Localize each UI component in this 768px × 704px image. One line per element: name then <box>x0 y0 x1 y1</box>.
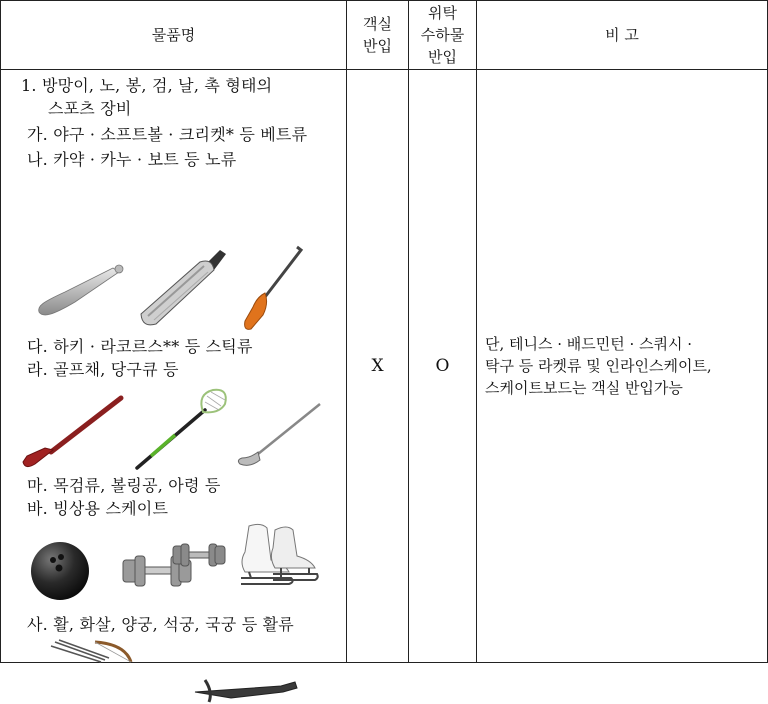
header-cabin-line: 객실 <box>363 15 392 33</box>
golf-club-icon <box>236 402 326 468</box>
remarks-line: 탁구 등 라켓류 및 인라인스케이트, <box>485 357 712 375</box>
table-row <box>1 70 768 663</box>
hockey-stick-icon <box>21 396 126 471</box>
item-ra: 라. 골프채, 당구큐 등 <box>27 360 179 379</box>
cabin-allowed-cell: X <box>347 70 409 663</box>
header-checked-line: 반입 <box>428 48 457 66</box>
checked-allowed-cell: O <box>409 70 477 663</box>
item-ba: 바. 빙상용 스케이트 <box>27 499 169 518</box>
header-checked-baggage <box>409 1 477 70</box>
baseball-bat-icon <box>35 260 125 320</box>
bowling-ball-icon <box>29 540 91 602</box>
paddle-icon <box>241 245 306 335</box>
header-item-name: 물품명 <box>1 1 347 70</box>
lacrosse-stick-icon <box>131 388 231 473</box>
item-ga: 가. 야구 · 소프트볼 · 크리켓* 등 베트류 <box>27 125 308 144</box>
remarks-line: 단, 테니스 · 배드민턴 · 스쿼시 · <box>485 335 693 353</box>
header-checked-line: 위탁 <box>428 4 457 22</box>
item-na: 나. 카약 · 카누 · 보트 등 노류 <box>27 150 237 169</box>
header-cabin <box>347 1 409 70</box>
items-cell <box>1 70 347 663</box>
item-ma: 마. 목검류, 볼링공, 아령 등 <box>27 476 221 495</box>
ice-skates-icon <box>231 522 319 596</box>
crossbow-icon <box>191 678 301 704</box>
header-remarks: 비 고 <box>477 1 768 70</box>
header-checked-line: 수하물 <box>420 26 465 44</box>
item-sa: 사. 활, 화살, 양궁, 석궁, 국궁 등 활류 <box>27 615 294 634</box>
item-line-1: 1. 방망이, 노, 봉, 검, 날, 촉 형태의 <box>21 76 273 95</box>
item-da: 다. 하키 · 라코르스** 등 스틱류 <box>27 337 253 356</box>
header-cabin-line: 반입 <box>363 37 392 55</box>
cricket-bat-icon <box>136 248 231 328</box>
remarks-line: 스케이트보드는 객실 반입가능 <box>485 379 683 397</box>
table-header-row <box>1 1 768 70</box>
remarks-cell <box>477 70 768 663</box>
dumbbell-icon <box>119 544 229 596</box>
bow-and-arrows-icon <box>45 640 135 662</box>
item-line-1b: 스포츠 장비 <box>48 99 132 118</box>
